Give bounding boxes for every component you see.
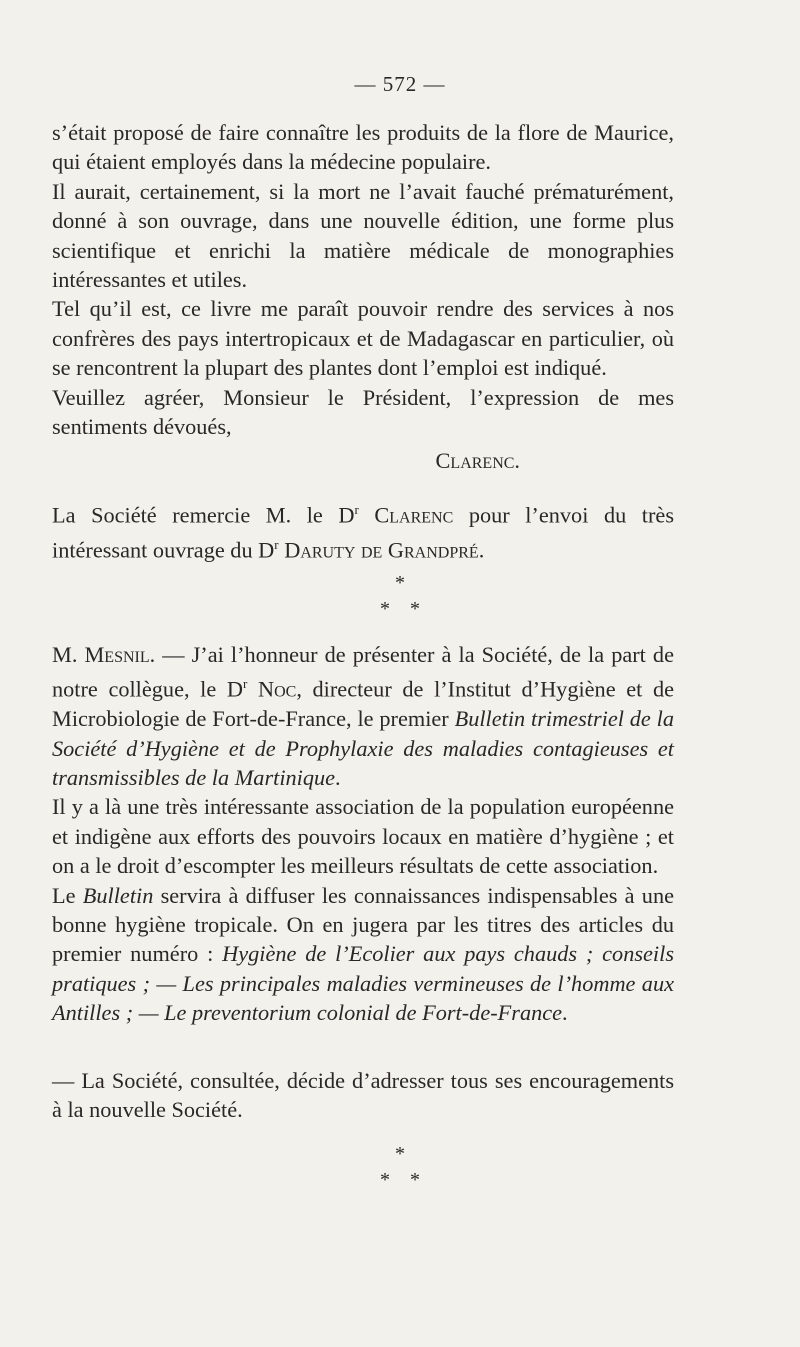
paragraph: — La Société, consultée, décide d’adresser tous ses encouragements à la nouvelle Société. (52, 1068, 674, 1123)
paragraph: Il y a là une très intéressante association de la population européenne et indigène aux efforts des pouvoirs locaux en matière d’hygiène ; et on a le droit d’escompter les meilleurs résultats de cette association. (52, 794, 674, 879)
letter-section (52, 118, 674, 441)
paragraph: La Société remercie M. le $D^r$ Clarenc pour l’envoi du très intéressant ouvrage du $D^r$ Daruty de Grandpré. (52, 502, 674, 563)
paragraph: Veuillez agréer, Monsieur le Président, l’expression de mes sentiments dévoués, (52, 384, 674, 440)
mesnil-section (52, 640, 674, 1028)
paragraph: M. Mesnil. — J’ai l’honneur de présenter à la Société, de la part de notre collègue, le $D^r$ Noc, directeur de l’Institut d’Hygiène et de Microbiologie de Fort-de-France, le premier Bulletin trimestriel de la Société d’Hygiène et de Prophylaxie des maladies contagieuses et transmissibles de la Martinique. (52, 642, 675, 791)
section-separator: * * * (380, 572, 420, 620)
decision-section (52, 1066, 674, 1125)
paragraph: s’était proposé de faire connaître les produits de la flore de Maurice, qui étaient employés dans la médecine populaire. (52, 120, 674, 175)
page-number: — 572 — (354, 72, 446, 96)
paragraph: Le Bulletin servira à diffuser les connaissances indispensables à une bonne hygiène tropicale. On en jugera par les titres des articles du premier numéro : Hygiène de l’Ecolier aux pays chauds ; conseils pratiques ; — Les principales maladies vermineuses de l’homme aux Antilles ; — Le preventorium colonial de Fort-de-France. (52, 882, 674, 1026)
paragraph: Tel qu’il est, ce livre me paraît pouvoir rendre des services à nos confrères des pays intertropicaux et de Madagascar en particulier, où se rencontrent la plupart des plantes dont l’emploi est indiqué. (52, 296, 674, 381)
thanks-section (52, 495, 674, 565)
paragraph: Il aurait, certainement, si la mort ne l’avait fauché prématurément, donné à son ouvrage, dans une nouvelle édition, une forme plus scientifique et enrichi la matière médicale de monographies intéressantes et utiles. (52, 178, 674, 293)
section-separator: * * * (380, 1143, 420, 1191)
signature: Clarenc. (435, 448, 520, 473)
